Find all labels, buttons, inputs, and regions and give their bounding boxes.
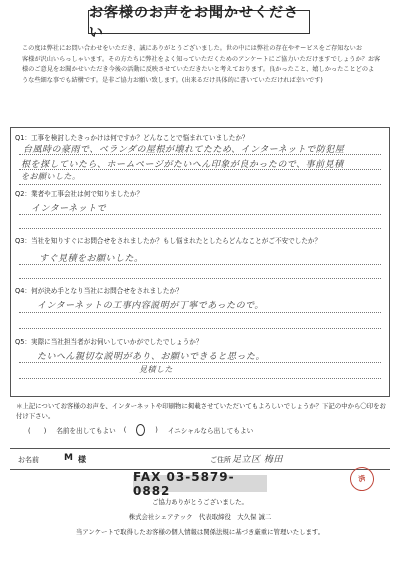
answer-3: すぐ見積をお願いした。	[39, 254, 144, 264]
intro-line: 様のご意見をお聞かせいただき今後の活動に反映させていただきたいと考えております。良かったこと、嬉しかったことどのよ	[22, 66, 375, 73]
received-stamp: 済	[348, 465, 376, 493]
question-2: Q2：業者や工事会社は何で知りましたか？	[15, 190, 144, 198]
answer-1-line-1: 台風時の豪雨で、ベランダの屋根が壊れてたため、インターネットで防犯屋	[23, 145, 345, 155]
answer-1-line-2: 根を探していたら、ホームページがたいへん印象が良かったので、事前見積	[21, 160, 344, 170]
option-initial-label: イニシャルなら出してもよい	[167, 427, 254, 435]
intro-text	[22, 44, 382, 86]
answer-5-line-2: 見積した	[139, 365, 173, 374]
answer-rule	[19, 228, 381, 229]
selected-circle-icon	[136, 424, 145, 436]
publication-note: ＊上記についてお客様のお声を、インターネットや印刷物に掲載させていただいてもよろしいでしょうか？下記の中から〇印をお付け下さい。	[16, 402, 386, 420]
privacy-text: 当アンケートで取得したお客様の個人情報は関係法規に基づき厳重に管理いたします。	[75, 528, 325, 536]
answer-rule	[19, 169, 381, 170]
page-title: お客様のお声をお聞かせください	[88, 10, 310, 34]
question-1: Q1：工事を検討したきっかけは何ですか？どんなことで悩まれていましたか？	[15, 134, 249, 142]
answer-4: インターネットの工事内容説明が丁寧であったので。	[37, 301, 264, 311]
intro-line: うな些細な事でも結構です。是非ご協力お願い致します。(出来るだけ具体的に書いていただければ幸いです)	[22, 76, 323, 84]
answer-rule	[19, 154, 381, 155]
name-value: M	[64, 453, 73, 463]
paren-close: )	[155, 426, 158, 434]
answer-rule	[19, 328, 381, 329]
customer-info-row	[10, 448, 390, 470]
thanks-text: ご協力ありがとうございました。	[152, 498, 248, 506]
answer-5-line-1: たいへん親切な説明があり、お願いできると思った。	[37, 352, 266, 362]
location-label: ご住所	[210, 456, 231, 464]
intro-line: 客様が沢山いらっしゃいます。その方たちに弊社をよく知っていただくためのアンケートにご協力いただけますでしょうか？お客	[22, 55, 381, 63]
publication-options	[28, 424, 253, 436]
option-initial-ok[interactable]	[124, 424, 253, 436]
intro-line: この度は弊社にお問い合わせをいただき、誠にありがとうございました。世の中には弊社の存在やサービスをご存知ないお	[22, 45, 363, 52]
paren-blank: ( )	[28, 427, 47, 435]
honorific: 様	[78, 455, 86, 464]
answer-rule	[19, 362, 381, 363]
location-value: 足立区 梅田	[232, 455, 283, 465]
answer-rule	[19, 184, 381, 185]
answer-rule	[19, 278, 381, 279]
circled-paren-icon: (	[123, 426, 127, 434]
question-4: Q4：何が決め手となり当社にお問合せをされましたか？	[15, 287, 183, 295]
answer-1-line-3: をお願いした。	[21, 172, 81, 181]
answer-rule	[19, 264, 381, 265]
answer-rule	[19, 312, 381, 313]
fax-number: FAX 03-5879-0882	[133, 475, 267, 492]
answer-2: インターネットで	[31, 204, 107, 214]
company-text: 株式会社シェアテック 代表取締役 大久保 誠二	[128, 513, 272, 521]
name-label: お名前	[18, 456, 39, 464]
answer-rule	[19, 378, 381, 379]
questions-frame	[10, 127, 390, 397]
option-name-label: 名前を出してもよい	[56, 427, 116, 435]
answer-rule	[19, 214, 381, 215]
question-3: Q3：当社を知りすぐにお問合せをされましたか？もし悩まれたとしたらどんなことがご不安でしたか？	[15, 237, 322, 245]
question-5: Q5：実際に当社担当者がお伺いしていかがでしたでしょうか？	[15, 338, 203, 346]
option-name-ok[interactable]	[28, 425, 116, 435]
